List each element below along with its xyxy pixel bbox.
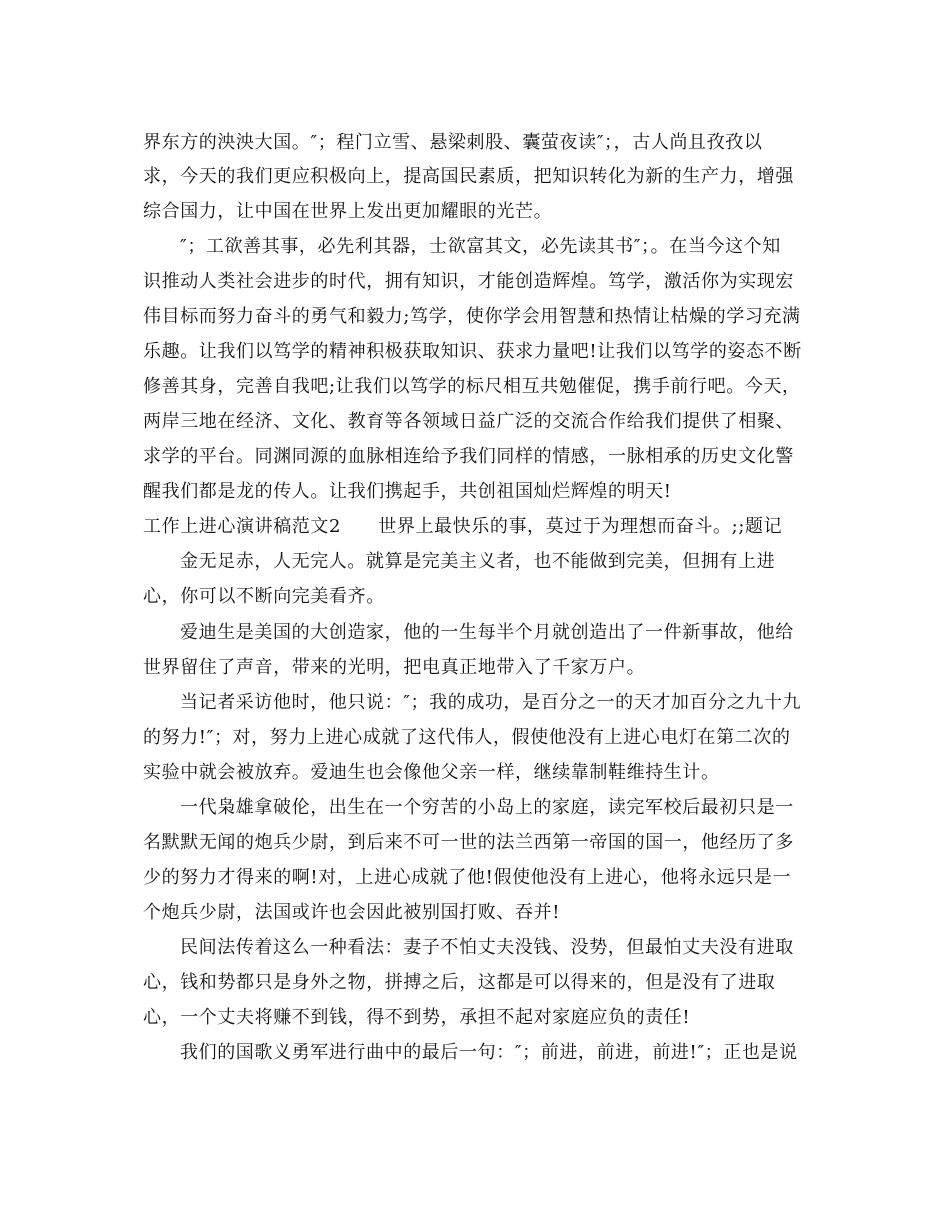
text-line: 修善其身，完善自我吧;让我们以笃学的标尺相互共勉催促，携手前行吧。今天， [143,376,801,397]
text-line: 我们的国歌义勇军进行曲中的最后一句：″；前进，前进，前进!″；正也是说 [180,1042,798,1063]
text-line: 少的努力才得来的啊!对，上进心成就了他!假使他没有上进心，他将永远只是一 [143,867,792,888]
text-line: 实验中就会被放弃。爱迪生也会像他父亲一样，继续靠制鞋维持生计。 [143,762,720,783]
text-line: 金无足赤，人无完人。就算是完美主义者，也不能做到完美，但拥有上进 [180,551,776,572]
text-line: 界东方的泱泱大国。″；程门立雪、悬梁刺股、囊萤夜读″；，古人尚且孜孜以 [143,132,763,153]
text-line: 乐趣。让我们以笃学的精神积极获取知识、获求力量吧!让我们以笃学的姿态不断 [143,341,802,362]
text-line: 心，你可以不断向完美看齐。 [143,586,385,607]
text-line: 世界留住了声音，带来的光明，把电真正地带入了千家万户。 [143,657,646,678]
text-line: 爱迪生是美国的大创造家，他的一生每半个月就创造出了一件新事故，他给 [180,622,794,643]
text-line: 两岸三地在经济、文化、教育等各领域日益广泛的交流合作给我们提供了相聚、 [143,411,794,432]
text-line: 的努力!″；对，努力上进心成就了这代伟人，假使他没有上进心电灯在第二次的 [143,727,791,748]
text-line: 当记者采访他时，他只说：″；我的成功，是百分之一的天才加百分之九十九 [180,692,802,713]
text-line: 民间法传着这么一种看法：妻子不怕丈夫没钱、没势，但最怕丈夫没有进取 [180,937,794,958]
text-line: 识推动人类社会进步的时代，拥有知识，才能创造辉煌。笃学，激活你为实现宏 [143,271,794,292]
text-line: 心，一个丈夫将赚不到钱，得不到势，承担不起对家庭应负的责任! [143,1007,691,1028]
text-line: 综合国力，让中国在世界上发出更加耀眼的光芒。 [143,201,553,222]
text-line: 名默默无闻的炮兵少尉，到后来不可一世的法兰西第一帝国的国一，他经历了多 [143,832,794,853]
text-line: 求，今天的我们更应积极向上，提高国民素质，把知识转化为新的生产力，增强 [143,166,794,187]
section-heading: 工作上进心演讲稿范文2 世界上最快乐的事，莫过于为理想而奋斗。;;题记 [143,516,783,537]
text-line: ″；工欲善其事，必先利其器，士欲富其文，必先读其书″；。在当今这个知 [180,236,781,257]
text-line: 一代枭雄拿破伦，出生在一个穷苦的小岛上的家庭，读完军校后最初只是一 [180,797,794,818]
text-line: 伟目标而努力奋斗的勇气和毅力;笃学，使你学会用智慧和热情让枯燥的学习充满 [143,306,801,327]
text-line: 醒我们都是龙的传人。让我们携起手，共创祖国灿烂辉煌的明天! [143,481,672,502]
text-line: 心，钱和势都只是身外之物，拼搏之后，这都是可以得来的，但是没有了进取 [143,972,776,993]
text-line: 求学的平台。同渊同源的血脉相连给予我们同样的情感，一脉相承的历史文化警 [143,446,794,467]
text-line: 个炮兵少尉，法国或许也会因此被别国打败、吞并! [143,902,561,923]
